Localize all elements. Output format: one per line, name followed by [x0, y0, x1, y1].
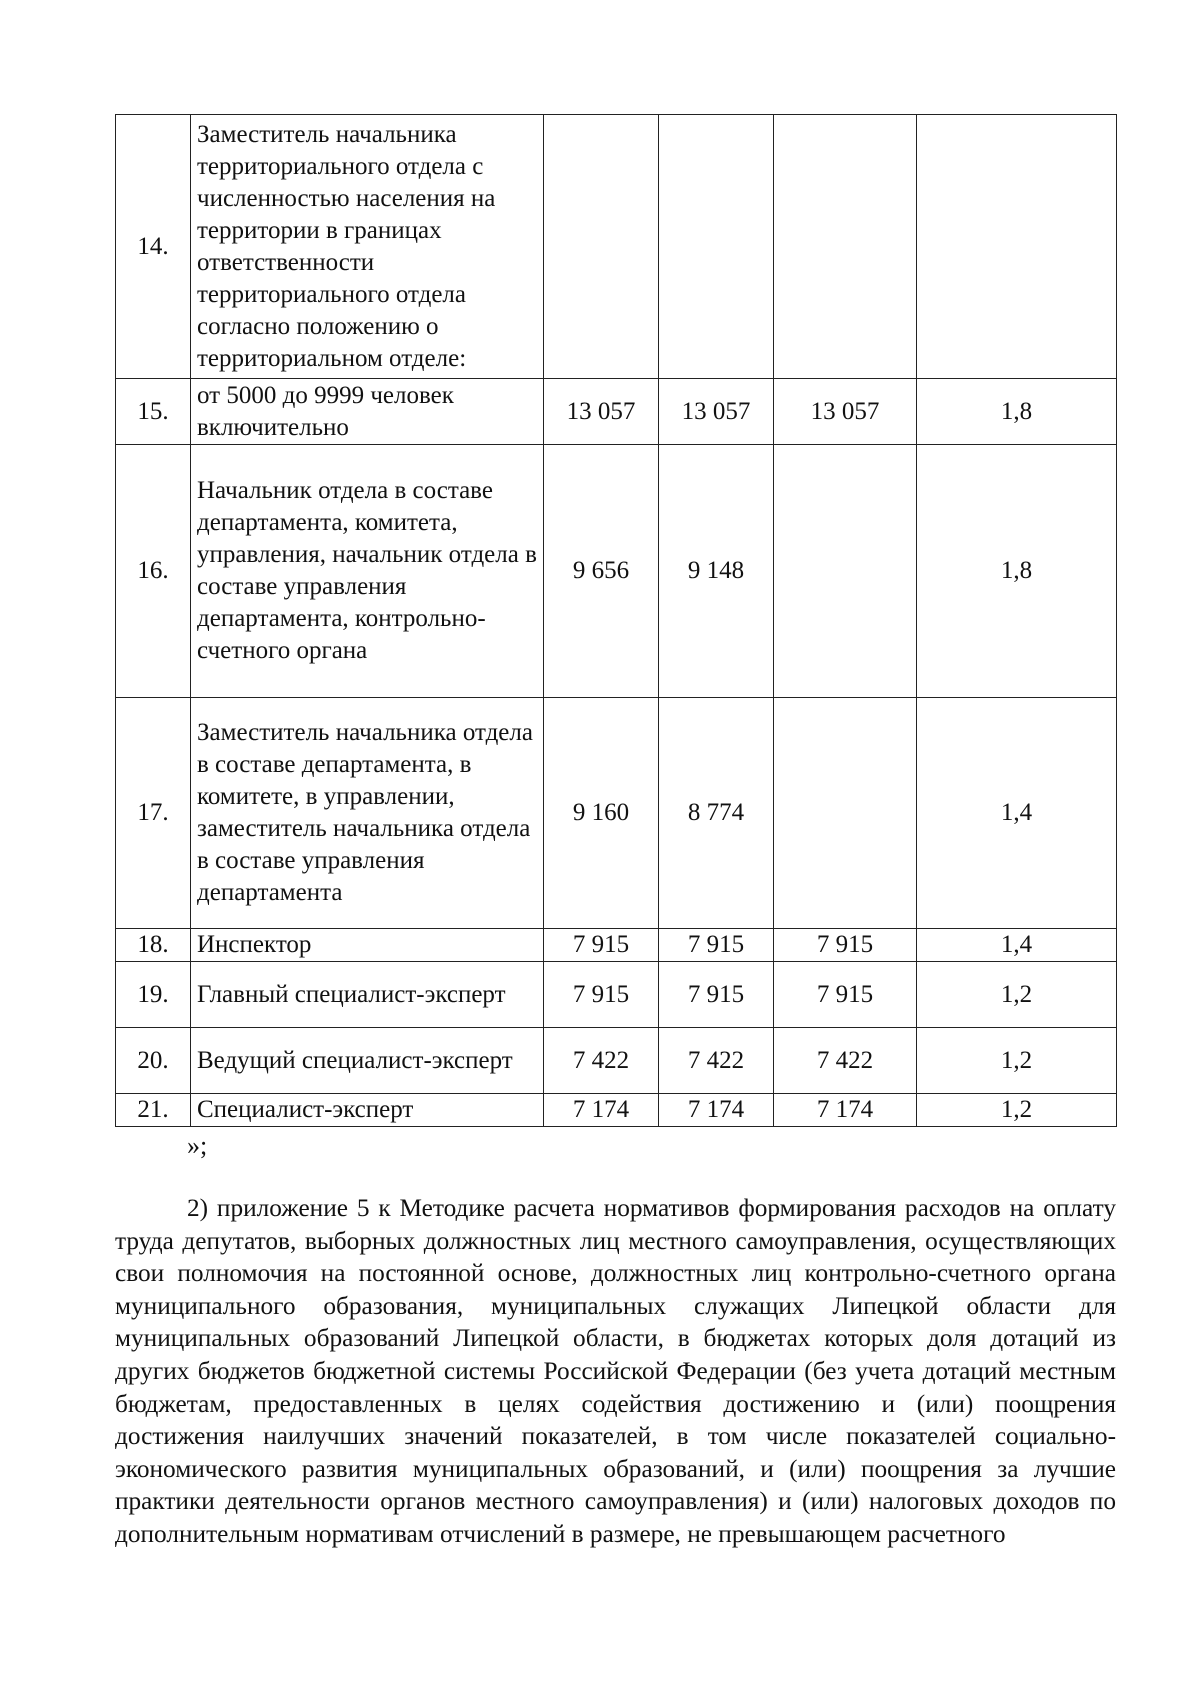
closing-quote: »;: [187, 1131, 208, 1160]
table-row: [116, 1028, 1117, 1094]
coefficient: 1,8: [917, 379, 1117, 445]
salary-value-2: 7 915: [659, 929, 774, 962]
salary-value-3: 7 422: [774, 1028, 917, 1094]
salary-value-1: 7 422: [544, 1028, 659, 1094]
coefficient: 1,4: [917, 698, 1117, 929]
body-paragraph: 2) приложение 5 к Методике расчета нормативов формирования расходов на оплату труда депутатов, выборных должностных лиц местного самоуправления, осуществляющих свои полномочия на постоянной основе, должностных лиц контрольно-счетного органа муниципального образования, муниципальных служащих Липецкой области для муниципальных образований Липецкой области, в бюджетах которых доля дотаций из других бюджетов бюджетной системы Российской Федерации (без учета дотаций местным бюджетам, предоставленных в целях содействия достижению и (или) поощрения достижения наилучших значений показателей, в том числе показателей социально-экономического развития муниципальных образований, и (или) поощрения за лучшие практики деятельности органов местного самоуправления) и (или) налоговых доходов по дополнительным нормативам отчислений в размере, не превышающем расчетного: [115, 1194, 1116, 1548]
coefficient: 1,8: [917, 445, 1117, 698]
salary-value-2: 9 148: [659, 445, 774, 698]
salary-value-2: 7 422: [659, 1028, 774, 1094]
salary-value-1: 13 057: [544, 379, 659, 445]
coefficient: 1,2: [917, 962, 1117, 1028]
salary-value-3: 13 057: [774, 379, 917, 445]
position-name: Инспектор: [191, 929, 544, 962]
table-row: [116, 698, 1117, 929]
salary-value-3: [774, 115, 917, 379]
salary-value-3: [774, 698, 917, 929]
salary-value-1: 9 656: [544, 445, 659, 698]
table-row: [116, 379, 1117, 445]
salary-value-2: 7 915: [659, 962, 774, 1028]
coefficient: [917, 115, 1117, 379]
salary-value-1: 7 915: [544, 929, 659, 962]
salary-value-1: 9 160: [544, 698, 659, 929]
salary-value-2: 7 174: [659, 1094, 774, 1127]
row-number: 21.: [116, 1094, 191, 1127]
table-row: [116, 115, 1117, 379]
position-name: Заместитель начальника территориального отдела с численностью населения на территории в границах ответственности территориального отдела согласно положению о территориальном отделе:: [191, 115, 544, 379]
row-number: 17.: [116, 698, 191, 929]
salary-value-3: 7 915: [774, 929, 917, 962]
row-number: 19.: [116, 962, 191, 1028]
salary-value-3: [774, 445, 917, 698]
salary-value-2: 13 057: [659, 379, 774, 445]
salary-value-2: [659, 115, 774, 379]
salary-value-1: [544, 115, 659, 379]
position-name: от 5000 до 9999 человек включительно: [191, 379, 544, 445]
position-name: Главный специалист-эксперт: [191, 962, 544, 1028]
row-number: 20.: [116, 1028, 191, 1094]
salary-value-2: 8 774: [659, 698, 774, 929]
coefficient: 1,2: [917, 1094, 1117, 1127]
position-name: Ведущий специалист-эксперт: [191, 1028, 544, 1094]
coefficient: 1,4: [917, 929, 1117, 962]
coefficient: 1,2: [917, 1028, 1117, 1094]
row-number: 16.: [116, 445, 191, 698]
row-number: 15.: [116, 379, 191, 445]
row-number: 18.: [116, 929, 191, 962]
table-row: [116, 1094, 1117, 1127]
table-row: [116, 929, 1117, 962]
table-row: [116, 962, 1117, 1028]
table-row: [116, 445, 1117, 698]
position-name: Специалист-эксперт: [191, 1094, 544, 1127]
salary-value-3: 7 174: [774, 1094, 917, 1127]
salary-table: [115, 114, 1117, 1127]
position-name: Заместитель начальника отдела в составе департамента, в комитете, в управлении, заместитель начальника отдела в составе управления департамента: [191, 698, 544, 929]
row-number: 14.: [116, 115, 191, 379]
salary-value-1: 7 174: [544, 1094, 659, 1127]
position-name: Начальник отдела в составе департамента, комитета, управления, начальник отдела в составе управления департамента, контрольно-счетного органа: [191, 445, 544, 698]
salary-value-3: 7 915: [774, 962, 917, 1028]
salary-value-1: 7 915: [544, 962, 659, 1028]
